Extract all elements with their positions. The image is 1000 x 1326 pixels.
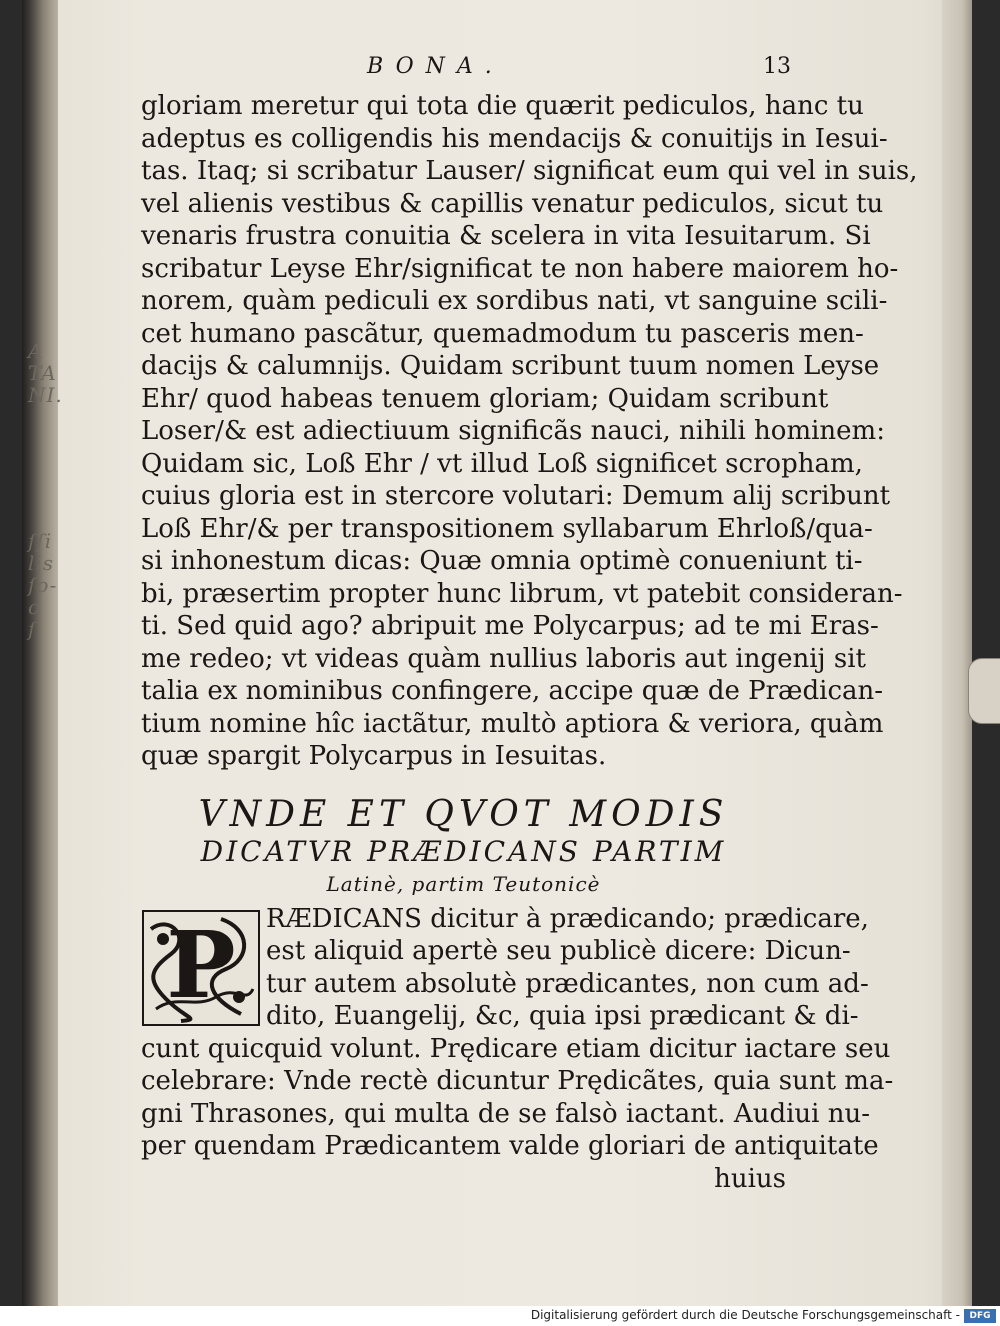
footer-bar <box>0 1306 1000 1326</box>
text-line: si inhonestum dicas: Quæ omnia optimè conueniunt ti- <box>141 546 863 576</box>
catchword: huius <box>714 1163 786 1194</box>
body-text <box>141 90 918 773</box>
text-line: cet humano pascãtur, quemadmodum tu pasceris men- <box>141 318 864 349</box>
section-text <box>141 903 894 1196</box>
page-number: 13 <box>763 54 791 79</box>
text-line: norem, quàm pediculi ex sordibus nati, vt sanguine scili- <box>141 286 888 316</box>
text-line: talia ex nominibus confingere, accipe quæ de Prædican- <box>141 676 884 706</box>
text-line: Loser/& est adiectiuum significãs nauci, nihili hominem: <box>141 416 885 446</box>
running-head-title: BONA. <box>367 54 504 79</box>
page-tab-marker <box>968 658 1000 724</box>
text-line: vel alienis vestibus & capillis venatur pediculos, sicut tu <box>141 188 884 219</box>
text-line: Ehr/ quod habeas tenuem gloriam; Quidam scribunt <box>141 383 829 414</box>
heading-line-3: Latinè, partim Teutonicè <box>326 871 601 896</box>
text-line: per quendam Prædicantem valde gloriari de antiquitate <box>141 1131 879 1161</box>
text-line: quæ spargit Polycarpus in Iesuitas. <box>141 741 607 771</box>
text-line: celebrare: Vnde rectè dicuntur Prędicãtes, quia sunt ma- <box>141 1066 894 1096</box>
text-line: bi, præsertim propter hunc librum, vt patebit consideran- <box>141 578 903 609</box>
text-line: cunt quicquid volunt. Prędicare etiam dicitur iactare seu <box>141 1033 891 1064</box>
text-line: tium nomine hîc iactãtur, multò aptiora & veriora, quàm <box>141 708 884 739</box>
page-content <box>141 50 918 1195</box>
text-line: tur autem absolutè prædicantes, non cum ad- <box>266 968 869 999</box>
book-page <box>22 0 972 1306</box>
text-line: dito, Euangelij, &c, quia ipsi prædicant & di- <box>266 1001 859 1031</box>
margin-bleed-text: ſſi lis ſo- o ſ <box>28 529 58 641</box>
text-line: est aliquid apertè seu publicè dicere: Dicun- <box>266 936 851 966</box>
text-line: me redeo; vt videas quàm nullius laboris aut ingenij sit <box>141 643 866 674</box>
text-line: gni Thrasones, qui multa de se falsò iactant. Audiui nu- <box>141 1098 871 1129</box>
decorated-initial <box>141 909 261 1027</box>
heading-line-1: VNDE ET QVOT MODIS <box>198 793 729 835</box>
text-line: dacijs & calumnijs. Quidam scribunt tuum nomen Leyse <box>141 351 880 381</box>
page-edge <box>942 0 972 1306</box>
text-line: adeptus es colligendis his mendacijs & conuitijs in Iesui- <box>141 123 888 154</box>
running-head <box>141 50 791 90</box>
text-line: RÆDICANS dicitur à prædicando; prædicare, <box>266 903 869 934</box>
text-line: venaris frustra conuitia & scelera in vita Iesuitarum. Si <box>141 221 871 251</box>
text-line: scribatur Leyse Ehr/significat te non habere maiorem ho- <box>141 253 899 284</box>
book-binding <box>22 0 63 1306</box>
margin-bleed-text: A TA NI. <box>28 339 63 407</box>
dfg-logo: DFG <box>964 1309 996 1323</box>
text-line: Quidam sic, Loß Ehr / vt illud Loß significet scropham, <box>141 448 863 479</box>
text-line: tas. Itaq; si scribatur Lauser/ significat eum qui vel in suis, <box>141 156 918 186</box>
footer-credit: Digitalisierung gefördert durch die Deutsche Forschungsgemeinschaft - <box>530 1308 960 1322</box>
text-line: cuius gloria est in stercore volutari: Demum alij scribunt <box>141 481 891 511</box>
heading-line-2: DICATVR PRÆDICANS PARTIM <box>200 834 727 868</box>
text-line: gloriam meretur qui tota die quærit pediculos, hanc tu <box>141 91 864 121</box>
section-heading <box>141 795 786 899</box>
text-line: Loß Ehr/& per transpositionem syllabarum Ehrloß/qua- <box>141 513 873 544</box>
text-line: ti. Sed quid ago? abripuit me Polycarpus; ad te mi Eras- <box>141 611 879 641</box>
initial-letter: P <box>166 910 236 1019</box>
